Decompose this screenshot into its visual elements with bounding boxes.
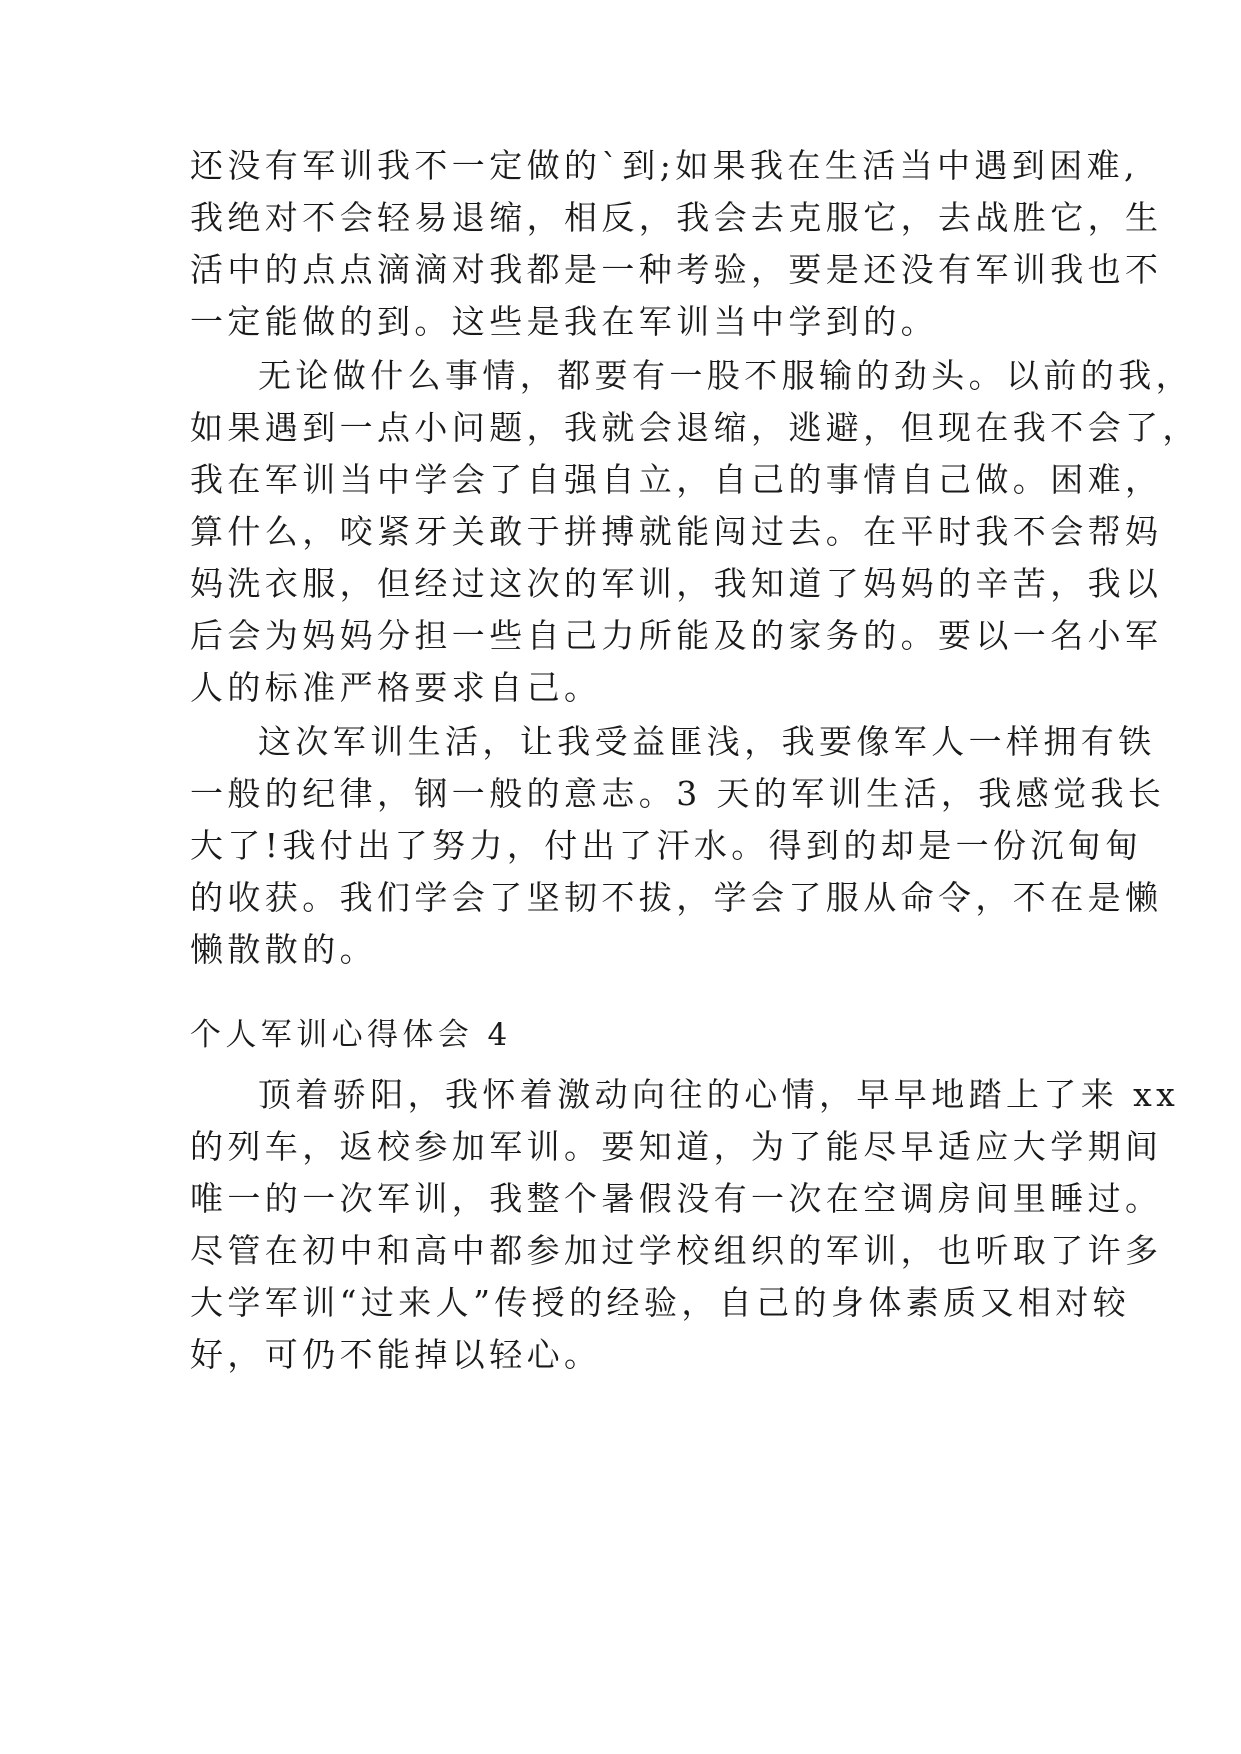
text-line: 顶着骄阳，我怀着激动向往的心情，早早地踏上了来 xx [258,1075,1180,1114]
text-line: 算什么，咬紧牙关敢于拼搏就能闯过去。在平时我不会帮妈 [190,512,1163,551]
text-line: 还没有军训我不一定做的`到;如果我在生活当中遇到困难, [190,146,1139,185]
text-line: 的列车，返校参加军训。要知道，为了能尽早适应大学期间 [190,1127,1163,1166]
text-line: 唯一的一次军训，我整个暑假没有一次在空调房间里睡过。 [190,1179,1163,1218]
text-line: 后会为妈妈分担一些自己力所能及的家务的。要以一名小军 [190,616,1163,655]
text-line: 无论做什么事情，都要有一股不服输的劲头。以前的我， [258,356,1193,395]
text-line: 这次军训生活，让我受益匪浅，我要像军人一样拥有铁 [258,722,1156,761]
section-title: 个人军训心得体会 4 [190,1017,512,1053]
text-line: 一定能做的到。这些是我在军训当中学到的。 [190,302,938,341]
text-line: 妈洗衣服，但经过这次的军训，我知道了妈妈的辛苦，我以 [190,564,1163,603]
text-line: 懒散散的。 [190,930,377,969]
text-line: 一般的纪律，钢一般的意志。3 天的军训生活，我感觉我长 [190,774,1166,813]
text-line: 尽管在初中和高中都参加过学校组织的军训，也听取了许多 [190,1231,1163,1270]
text-line: 活中的点点滴滴对我都是一种考验，要是还没有军训我也不 [190,250,1163,289]
text-line: 大学军训“过来人”传授的经验，自己的身体素质又相对较 [190,1283,1131,1322]
text-line: 我绝对不会轻易退缩，相反，我会去克服它，去战胜它，生 [190,198,1163,237]
text-line: 大了!我付出了努力，付出了汗水。得到的却是一份沉甸甸 [190,826,1143,865]
text-line: 我在军训当中学会了自强自立，自己的事情自己做。困难， [190,460,1163,499]
text-line: 如果遇到一点小问题，我就会退缩，逃避，但现在我不会了， [190,408,1200,447]
text-line: 的收获。我们学会了坚韧不拔，学会了服从命令，不在是懒 [190,878,1163,917]
text-line: 好，可仍不能掉以轻心。 [190,1335,602,1374]
text-line: 人的标准严格要求自己。 [190,668,602,707]
